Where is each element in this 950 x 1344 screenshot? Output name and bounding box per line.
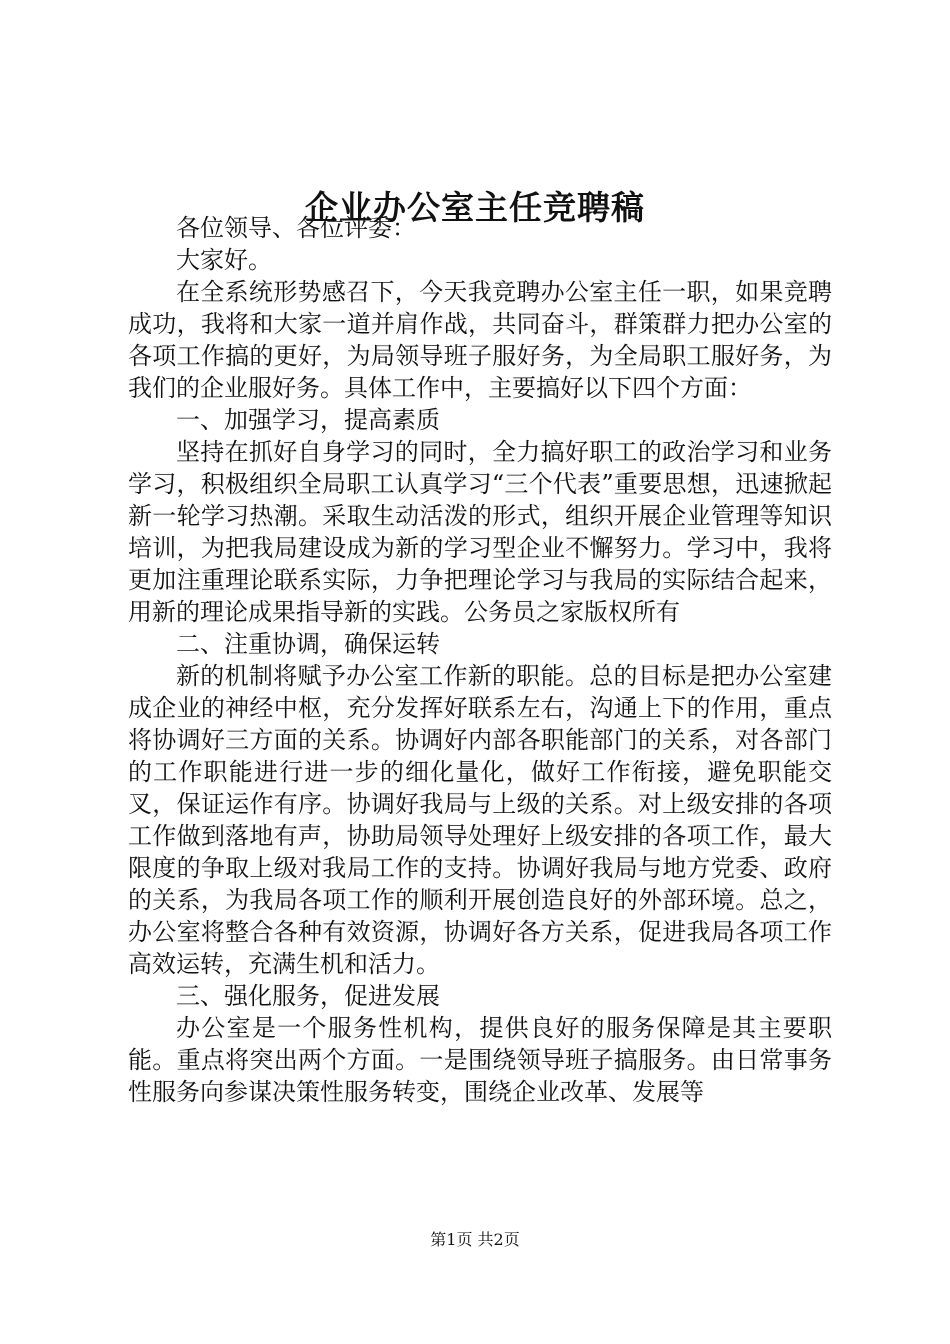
section-paragraph-3: 办公室是一个服务性机构，提供良好的服务保障是其主要职能。重点将突出两个方面。一是围绕领导班子搞服务。由日常事务性服务向参谋决策性服务转变，围绕企业改革、发展等	[128, 1014, 832, 1106]
section-heading-3: 三、强化服务，促进发展	[176, 982, 440, 1010]
section-paragraph-1: 坚持在抓好自身学习的同时，全力搞好职工的政治学习和业务学习，积极组织全局职工认真学习“三个代表”重要思想，迅速掀起新一轮学习热潮。采取生动活泼的形式，组织开展企业管理等知识培训，为把我局建设成为新的学习型企业不懈努力。学习中，我将更加注重理论联系实际，力争把理论学习与我局的实际结合起来，用新的理论成果指导新的实践。公务员之家版权所有	[128, 438, 832, 626]
greeting: 大家好。	[176, 246, 272, 274]
section-heading-1: 一、加强学习，提高素质	[176, 406, 440, 434]
document-body	[128, 212, 832, 1108]
document-title: 企业办公室主任竞聘稿	[305, 188, 645, 227]
intro-paragraph: 在全系统形势感召下，今天我竞聘办公室主任一职，如果竞聘成功，我将和大家一道并肩作战，共同奋斗，群策群力把办公室的各项工作搞的更好，为局领导班子服好务，为全局职工服好务，为我们的企业服好务。具体工作中，主要搞好以下四个方面：	[128, 278, 832, 402]
section-heading-2: 二、注重协调，确保运转	[176, 630, 440, 658]
salutation: 各位领导、各位评委：	[176, 214, 416, 242]
section-paragraph-2: 新的机制将赋予办公室工作新的职能。总的目标是把办公室建成企业的神经中枢，充分发挥好联系左右，沟通上下的作用，重点将协调好三方面的关系。协调好内部各职能部门的关系，对各部门的工作职能进行进一步的细化量化，做好工作衔接，避免职能交叉，保证运作有序。协调好我局与上级的关系。对上级安排的各项工作做到落地有声，协助局领导处理好上级安排的各项工作，最大限度的争取上级对我局工作的支持。协调好我局与地方党委、政府的关系，为我局各项工作的顺利开展创造良好的外部环境。总之，办公室将整合各种有效资源，协调好各方关系，促进我局各项工作高效运转，充满生机和活力。	[128, 662, 832, 978]
page-number-footer: 第1页 共2页	[430, 1230, 520, 1249]
